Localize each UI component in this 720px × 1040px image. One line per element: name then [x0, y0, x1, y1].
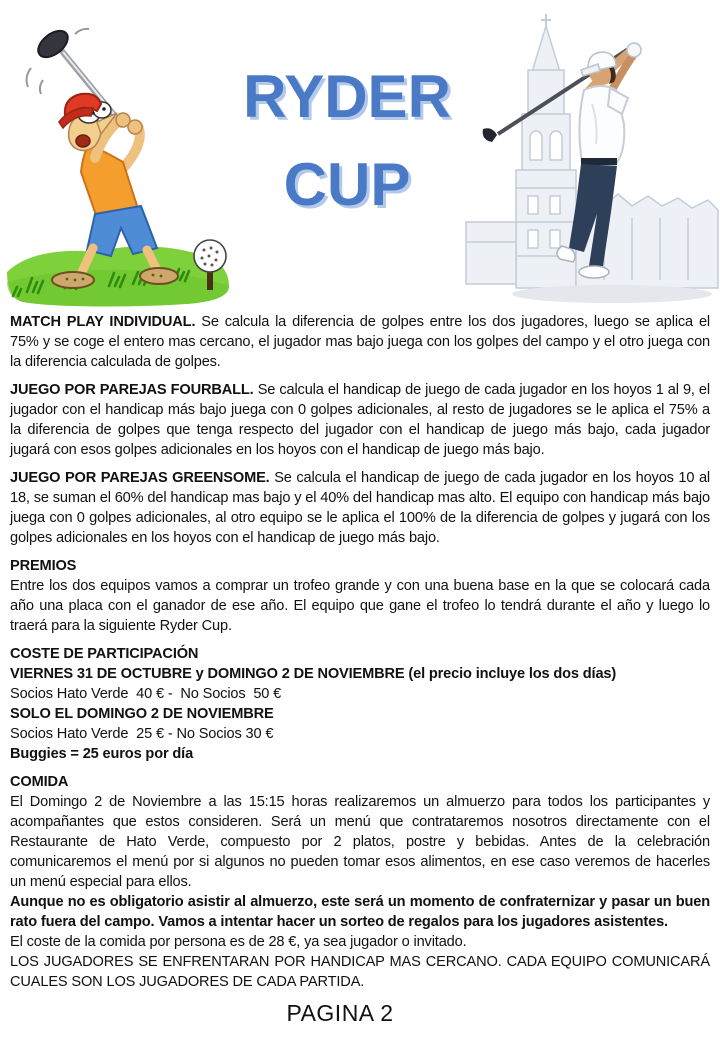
coste-heading: COSTE DE PARTICIPACIÓN — [10, 646, 199, 662]
cartoon-golfer-icon — [5, 14, 231, 308]
cartoon-golfer-illustration — [5, 14, 231, 308]
premios-body: Entre los dos equipos vamos a comprar un trofeo grande y con una buena base en la que se colocará cada año una placa con el ganador de ese año. El equipo que gane el trofeo lo tendrá durante el año y luego lo traerá para la siguiente Ryder Cup. — [10, 578, 710, 634]
greensome-heading: JUEGO POR PAREJAS GREENSOME. — [10, 470, 270, 486]
document-body — [10, 312, 710, 992]
fourball-body: Se calcula el handicap de juego de cada jugador en los hoyos 1 al 9, el jugador con el handicap más bajo juega con 0 golpes adicionales, al resto de jugadores se le aplica el 75% a la diferencia de golpes que tenga respecto del jugador con el handicap de juego más bajo, cada jugador jugará con esos golpes adicionales en los hoyos con el handicap de juego más bajo. — [10, 382, 710, 458]
match-play-body: Se calcula la diferencia de golpes entre los dos jugadores, luego se aplica el 75% y se coge el entero mas cercano, el jugador mas bajo juega con los golpes del campo y el otro juega con la diferencia calculada de golpes. — [10, 314, 711, 370]
fourball-heading: JUEGO POR PAREJAS FOURBALL. — [10, 382, 254, 398]
document-title — [230, 58, 464, 224]
title-line-ryder: RYDER — [243, 63, 451, 130]
coste-dates-line: VIERNES 31 DE OCTUBRE y DOMINGO 2 DE NOVIEMBRE (el precio incluye los dos días) — [10, 666, 617, 682]
paragraph-premios — [10, 556, 710, 636]
greensome-body: Se calcula el handicap de juego de cada jugador en los hoyos 10 al 18, se suman el 60% del handicap mas bajo y el 40% del handicap mas alto. El equipo con handicap más bajo juega con 0 golpes adicionales, al otro equipo se le aplica el 100% de la diferencia de golpes y jugará con los golpes adicionales en los hoyos con el handicap de juego más bajo. — [10, 470, 711, 546]
comida-enfrentamientos: LOS JUGADORES SE ENFRENTARAN POR HANDICAP MAS CERCANO. CADA EQUIPO COMUNICARÁ CUALES SON LOS JUGADORES DE CADA PARTIDA. — [10, 954, 710, 990]
coste-precio-domingo: Socios Hato Verde 25 € - No Socios 30 € — [10, 726, 274, 742]
paragraph-coste-participacion — [10, 644, 710, 764]
paragraph-match-play — [10, 312, 710, 372]
comida-coste-persona: El coste de la comida por persona es de 28 €, ya sea jugador o invitado. — [10, 934, 467, 950]
paragraph-fourball — [10, 380, 710, 460]
match-play-heading: MATCH PLAY INDIVIDUAL. — [10, 314, 196, 330]
golfer-seville-illustration — [462, 8, 720, 306]
comida-heading: COMIDA — [10, 774, 69, 790]
paragraph-comida — [10, 772, 710, 992]
coste-solo-domingo-line: SOLO EL DOMINGO 2 DE NOVIEMBRE — [10, 706, 274, 722]
golfer-giralda-icon — [462, 8, 720, 306]
paragraph-greensome — [10, 468, 710, 548]
coste-precio-dos-dias: Socios Hato Verde 40 € - No Socios 50 € — [10, 686, 282, 702]
coste-buggies-line: Buggies = 25 euros por día — [10, 746, 194, 762]
page-number: PAGINA 2 — [286, 1000, 394, 1026]
comida-body: El Domingo 2 de Noviembre a las 15:15 horas realizaremos un almuerzo para todos los participantes y acompañantes que estos consideren. Será un menú que contrataremos nosotros directamente con el Restaurante de Hato Verde, compuesto por 2 platos, postre y bebidas. Antes de la celebración comunicaremos el menú por si algunos no pueden tomar esos alimentos, en ese caso veremos de hacerles un menú especial para ellos. — [10, 794, 710, 890]
premios-heading: PREMIOS — [10, 558, 77, 574]
comida-nota-bold: Aunque no es obligatorio asistir al almuerzo, este será un momento de confraternizar y pasar un buen rato fuera del campo. Vamos a intentar hacer un sorteo de regalos para los jugadores asistentes. — [10, 894, 710, 930]
title-line-cup: CUP — [283, 151, 411, 218]
